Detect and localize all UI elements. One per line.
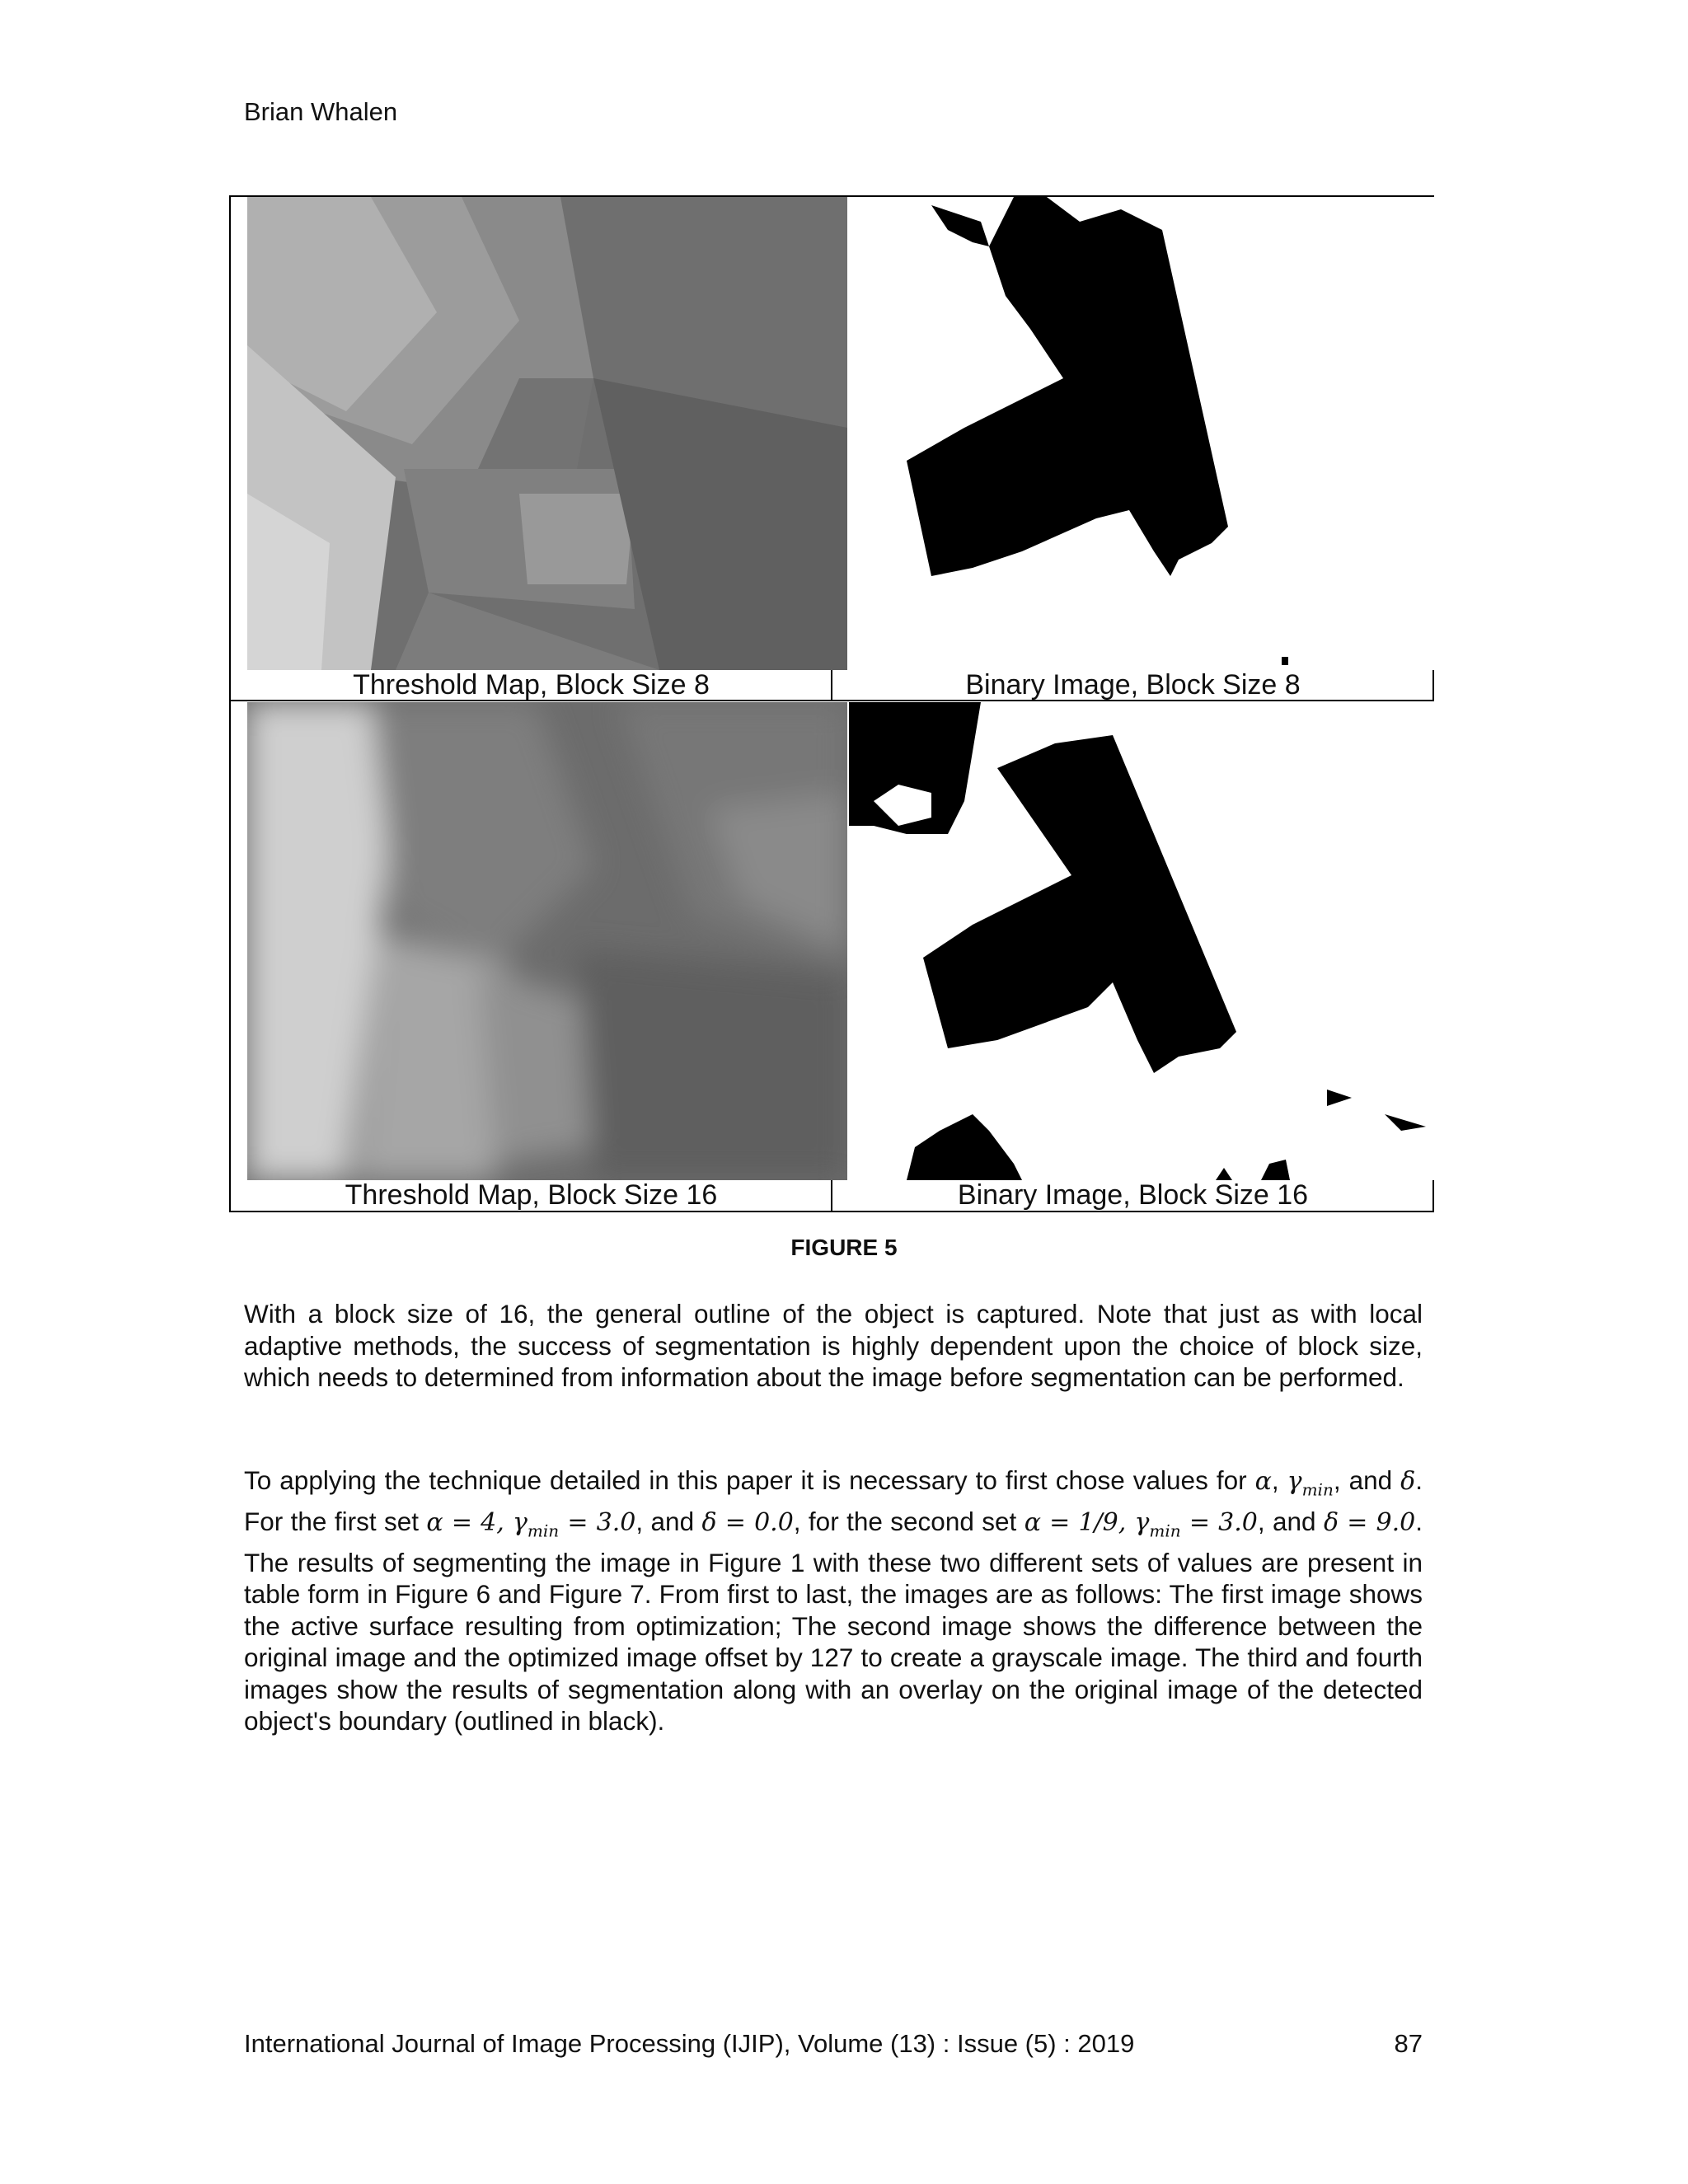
caption-threshold-map-block-8: Threshold Map, Block Size 8 — [353, 669, 710, 701]
threshold-map-block-8-image — [247, 197, 847, 670]
caption-binary-image-block-16: Binary Image, Block Size 16 — [957, 1179, 1309, 1211]
footer-journal-citation: International Journal of Image Processing (IJIP), Volume (13) : Issue (5) : 2019 — [244, 2029, 1135, 2058]
binary-image-block-16 — [849, 702, 1431, 1180]
page-number: 87 — [1394, 2029, 1423, 2058]
caption-binary-image-block-8: Binary Image, Block Size 8 — [965, 669, 1301, 701]
binary-image-block-8 — [849, 197, 1431, 670]
figure-label: FIGURE 5 — [790, 1235, 898, 1260]
caption-threshold-map-block-16: Threshold Map, Block Size 16 — [345, 1179, 718, 1211]
threshold-map-block-16-image — [247, 702, 847, 1180]
figure-5-table — [229, 195, 1434, 1212]
running-header-author: Brian Whalen — [244, 97, 398, 126]
page-footer — [244, 2027, 1423, 2060]
paragraph-parameter-selection: To applying the technique detailed in this paper it is necessary to first chose values for α, $\gamma_{min}$, and δ. For the first set α = 4, $\gamma_{min} = 3.0$, and δ = 0.0, for the second set α = 1/9, $\gamma_{min} = 3.0$, and δ = 9.0. The results of segmenting the image in Figure 1 with these two different sets of values are present in table form in Figure 6 and Figure 7. From first to last, the images are as follows: The first image shows the active surface resulting from optimization; The second image shows the difference between the original image and the optimized image offset by 127 to create a grayscale image. The third and fourth images show the results of segmentation along with an overlay on the original image of the detected object's boundary (outlined in black). — [244, 1465, 1423, 1736]
paragraph-block-size-discussion: With a block size of 16, the general outline of the object is captured. Note that just as with local adaptive methods, the success of segmentation is highly dependent upon the choice of block size, which needs to determined from information about the image before segmentation can be performed. — [244, 1299, 1423, 1392]
